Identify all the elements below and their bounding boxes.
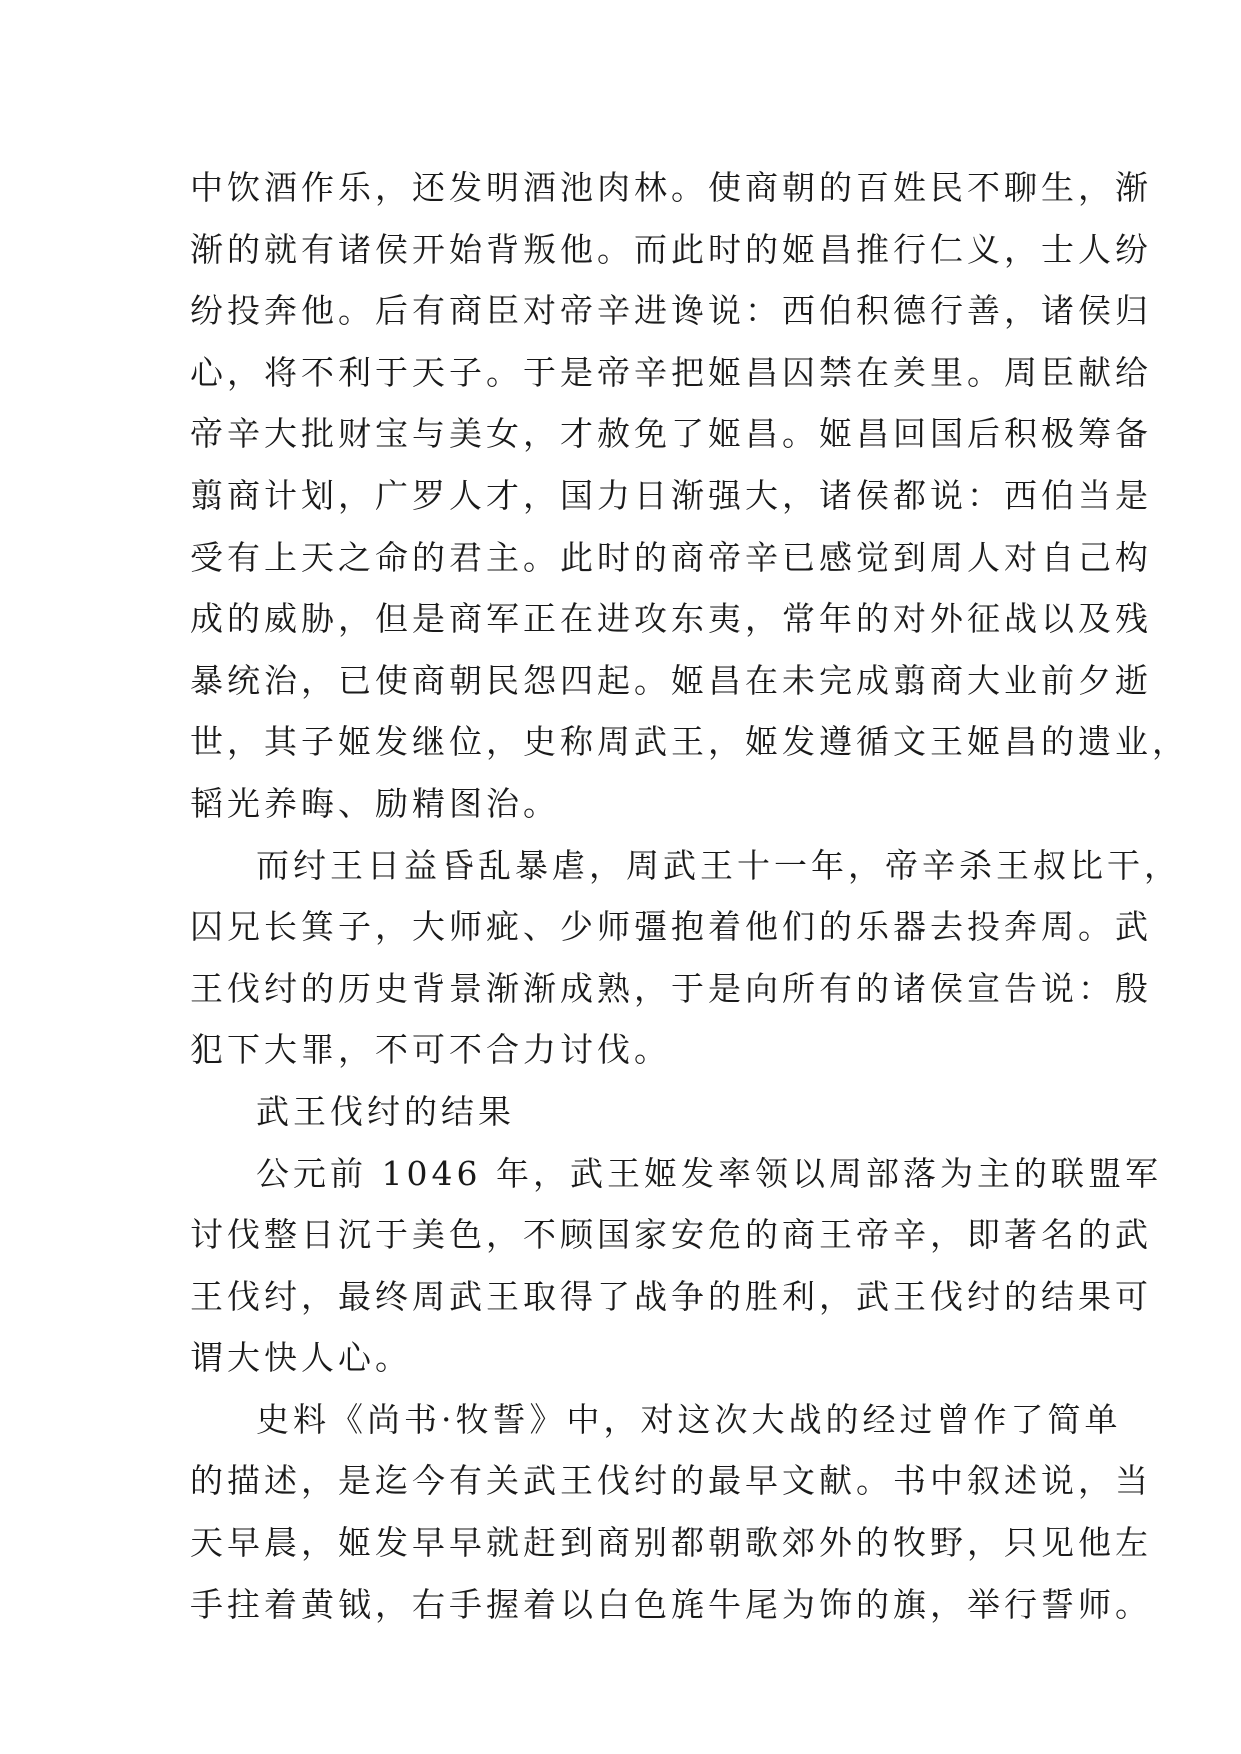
paragraph-start-line: 而纣王日益昏乱暴虐，周武王十一年，帝辛杀王叔比干， — [256, 845, 1181, 885]
section-heading: 武王伐纣的结果 — [256, 1091, 515, 1131]
text-line: 王伐纣的历史背景渐渐成熟，于是向所有的诸侯宣告说：殷 — [190, 968, 1152, 1008]
text-line: 暴统治，已使商朝民怨四起。姬昌在未完成翦商大业前夕逝 — [190, 660, 1152, 700]
text-line: 手拄着黄钺，右手握着以白色旄牛尾为饰的旗，举行誓师。 — [190, 1584, 1152, 1624]
text-line: 天早晨，姬发早早就赶到商别都朝歌郊外的牧野，只见他左 — [190, 1523, 1152, 1563]
text-line: 囚兄长箕子，大师疵、少师彊抱着他们的乐器去投奔周。武 — [190, 907, 1152, 947]
text-line: 犯下大罪，不可不合力讨伐。 — [190, 1030, 671, 1070]
text-line: 中饮酒作乐，还发明酒池肉林。使商朝的百姓民不聊生，渐 — [190, 168, 1152, 207]
text-line: 受有上天之命的君主。此时的商帝辛已感觉到周人对自己构 — [190, 537, 1152, 577]
text-line: 世，其子姬发继位，史称周武王，姬发遵循文王姬昌的遗业， — [190, 722, 1189, 762]
text-line: 讨伐整日沉于美色，不顾国家安危的商王帝辛，即著名的武 — [190, 1215, 1152, 1255]
body-text — [190, 157, 1189, 1635]
text-line: 谓大快人心。 — [190, 1338, 412, 1378]
text-line: 心，将不利于天子。于是帝辛把姬昌囚禁在羑里。周臣献给 — [190, 352, 1152, 392]
text-line: 翦商计划，广罗人才，国力日渐强大，诸侯都说：西伯当是 — [190, 475, 1152, 515]
text-line: 王伐纣，最终周武王取得了战争的胜利，武王伐纣的结果可 — [190, 1276, 1152, 1316]
paragraph-start-line: 史料《尚书·牧誓》中，对这次大战的经过曾作了简单 — [256, 1399, 1122, 1439]
text-line: 的描述，是迄今有关武王伐纣的最早文献。书中叙述说，当 — [190, 1461, 1152, 1501]
text-line: 帝辛大批财宝与美女，才赦免了姬昌。姬昌回国后积极筹备 — [190, 414, 1152, 454]
text-line: 渐的就有诸侯开始背叛他。而此时的姬昌推行仁义，士人纷 — [190, 229, 1152, 269]
paragraph-start-line: 公元前 1046 年，武王姬发率领以周部落为主的联盟军 — [256, 1153, 1162, 1193]
text-line: 纷投奔他。后有商臣对帝辛进谗说：西伯积德行善，诸侯归 — [190, 291, 1152, 331]
text-line: 成的威胁，但是商军正在进攻东夷，常年的对外征战以及残 — [190, 599, 1152, 639]
text-line: 韬光养晦、励精图治。 — [190, 783, 560, 823]
